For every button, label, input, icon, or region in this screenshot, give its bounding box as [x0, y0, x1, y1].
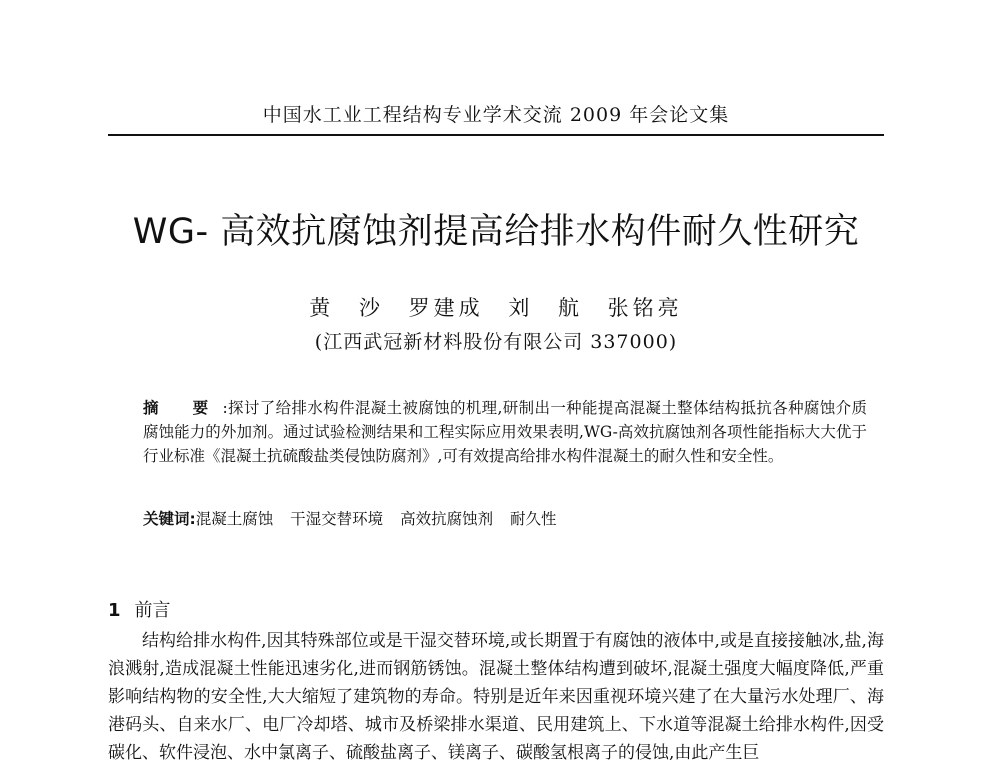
author-affiliation: (江西武冠新材料股份有限公司 337000): [314, 331, 678, 353]
running-header: 中国水工业工程结构专业学术交流 2009 年会论文集: [262, 104, 730, 126]
abstract-label: 摘 要: [143, 399, 223, 417]
section-title: 前言: [134, 600, 171, 621]
section-heading: [108, 596, 171, 622]
abstract-text: 探讨了给排水构件混凝土被腐蚀的机理,研制出一种能提高混凝土整体结构抵抗各种腐蚀介质腐蚀能力的外加剂。通过试验检测结果和工程实际应用效果表明,WG-高效抗腐蚀剂各项性能指标大大优于行业标准《混凝土抗硫酸盐类侵蚀防腐剂》,可有效提高给排水构件混凝土的耐久性和安全性。: [143, 399, 867, 465]
keywords-label: 关键词: [143, 510, 190, 528]
keywords-separator: :: [189, 510, 196, 528]
author-list: 黄 沙 罗建成 刘 航 张铭亮: [309, 296, 683, 320]
paper-title: WG- 高效抗腐蚀剂提高给排水构件耐久性研究: [132, 212, 860, 252]
keywords: [143, 507, 867, 531]
abstract: [143, 396, 867, 468]
section-number: 1: [108, 600, 121, 621]
header-rule: [108, 134, 884, 136]
keywords-text: 混凝土腐蚀 干湿交替环境 高效抗腐蚀剂 耐久性: [195, 510, 557, 528]
section-body: 结构给排水构件,因其特殊部位或是干湿交替环境,或长期置于有腐蚀的液体中,或是直接接触冰,盐,海浪溅射,造成混凝土性能迅速劣化,进而钢筋锈蚀。混凝土整体结构遭到破坏,混凝土强度大幅度降低,严重影响结构物的安全性,大大缩短了建筑物的寿命。特别是近年来因重视环境兴建了在大量污水处理厂、海港码头、自来水厂、电厂冷却塔、城市及桥梁排水渠道、民用建筑上、下水道等混凝土给排水构件,因受碳化、软件浸泡、水中氯离子、硫酸盐离子、镁离子、碳酸氢根离子的侵蚀,由此产生巨: [108, 631, 884, 763]
abstract-separator: :: [222, 399, 228, 417]
